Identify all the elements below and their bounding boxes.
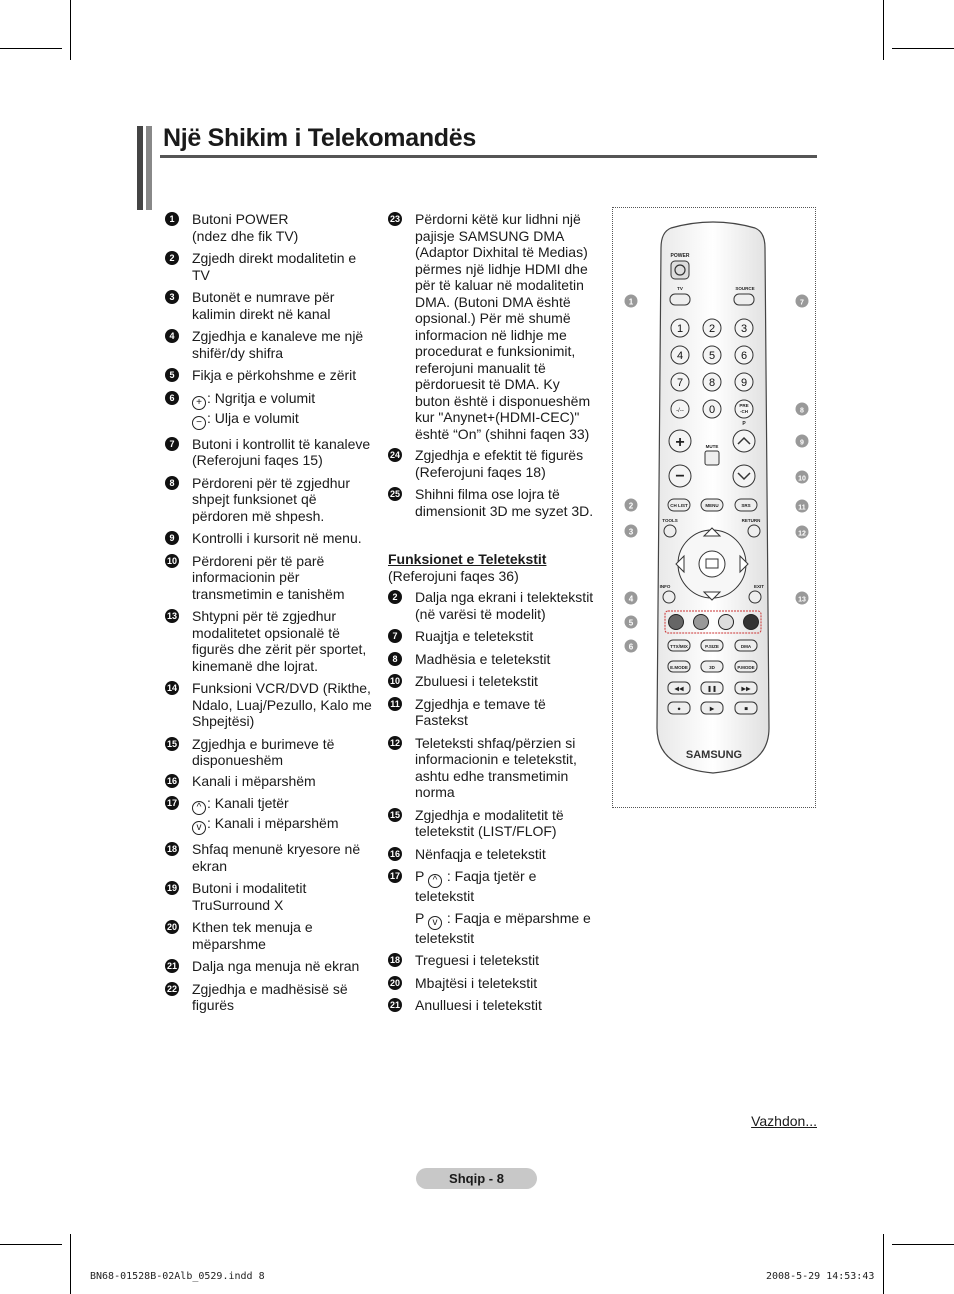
legend-item [388, 975, 598, 992]
digit-label: 1 [676, 323, 684, 335]
legend-item [388, 868, 598, 946]
channel-up-button [733, 430, 755, 452]
fast-forward-button-icon: ▶▶ [741, 686, 751, 693]
callout-number: 7 [388, 629, 402, 643]
digit-label: 4 [676, 350, 684, 362]
legend-text: Dalja nga menuja në ekran [192, 958, 360, 974]
legend-text: Butonët e numrave për kalimin direkt në kanal [192, 289, 335, 322]
legend-item [165, 328, 375, 361]
callout-number: 6 [628, 642, 634, 652]
teletext-ref: (Referojuni faqes 36) [388, 567, 519, 584]
continued-link[interactable]: Vazhdon... [751, 1113, 817, 1129]
source-button [734, 294, 754, 305]
ch-list-button-label: CH LIST [670, 503, 688, 508]
callout-number: 7 [800, 299, 804, 307]
return-label: RETURN [741, 518, 761, 523]
callout-number: 20 [166, 922, 177, 932]
legend-item [388, 696, 598, 729]
legend-text: Zgjedhja e temave të Fastekst [415, 695, 546, 728]
legend-item [165, 958, 375, 975]
legend-text: Funksioni VCR/DVD (Rikthe, Ndalo, Luaj/Pezullo, Kalo me Shpejtësi) [192, 680, 372, 729]
digit-label: 7 [676, 377, 684, 389]
legend-column-2 [388, 211, 598, 525]
legend-text [192, 390, 375, 430]
crop-mark [883, 0, 884, 60]
legend-text: Kthen tek menuja e mëparshme [192, 919, 313, 952]
ttx-mix-label: TTX/MIX [670, 644, 688, 649]
enter-button [699, 551, 725, 577]
callout-number: 9 [165, 531, 179, 545]
callout-number: 18 [389, 955, 400, 965]
callout-number: 16 [389, 848, 400, 859]
legend-line [192, 795, 375, 815]
legend-text: Zgjedhja e burimeve të disponueshëm [192, 735, 335, 768]
mute-label: MUTE [705, 444, 719, 449]
callout-number: 13 [166, 611, 177, 621]
legend-item [388, 673, 598, 690]
red-button [669, 615, 684, 630]
callout-number: 24 [389, 450, 400, 460]
legend-line [192, 410, 375, 430]
legend-item [165, 390, 375, 430]
callout-number: 2 [628, 501, 634, 511]
legend-text: Dalja nga ekrani i telektekstit (në varësi të modelit) [415, 589, 594, 622]
digit-label: 5 [708, 350, 716, 362]
crop-mark [0, 1244, 62, 1245]
legend-item [388, 952, 598, 969]
legend-text: Shtypni për të zgjedhur modalitetet opsionalë të figurës dhe zërit për sportet, kinemanë dhe lojrat. [192, 608, 367, 674]
legend-item [165, 680, 375, 730]
callout-number: 23 [389, 214, 400, 224]
legend-text: Zgjedhja e madhësisë së figurës [192, 980, 348, 1013]
legend-item [165, 367, 375, 384]
legend-item [165, 608, 375, 674]
legend-line-text: : Kanali i mëparshëm [207, 815, 339, 831]
legend-item [165, 919, 375, 952]
pre-ch-label: PRE [739, 403, 749, 408]
stop-button-icon: ■ [744, 706, 748, 713]
legend-item [388, 486, 598, 519]
legend-text: Madhësia e teletekstit [415, 650, 551, 667]
print-file-info: BN68-01528B-02Alb_0529.indd 8 [90, 1271, 265, 1282]
legend-item [388, 589, 598, 622]
callout-number: 2 [165, 251, 179, 265]
page-letter: P [415, 868, 428, 884]
callout-number: 25 [389, 489, 400, 499]
callout-number: 10 [166, 555, 177, 566]
crop-mark [892, 1244, 954, 1245]
digit-label: 8 [708, 377, 716, 389]
callout-number: 15 [389, 809, 400, 820]
legend-text: Zgjedhja e kanaleve me një shifër/dy shifra [192, 328, 364, 361]
legend-item [165, 736, 375, 769]
blue-button [744, 615, 759, 630]
callout-number: 9 [800, 439, 804, 447]
callout-number: 5 [628, 618, 634, 628]
legend-line-text: : Faqja e mëparshme e teletekstit [415, 909, 591, 946]
exit-button [749, 591, 761, 603]
pre-ch-label: -CH [740, 409, 748, 414]
tools-label: TOOLS [662, 518, 678, 523]
channel-down-button [733, 465, 755, 487]
legend-text: Treguesi i teletekstit [415, 952, 539, 968]
legend-item [165, 553, 375, 603]
legend-item [165, 211, 375, 244]
exit-label: EXIT [753, 584, 765, 589]
legend-item [165, 773, 375, 790]
mute-button [705, 451, 719, 465]
remote-illustration-frame [612, 207, 816, 808]
callout-number: 10 [389, 676, 400, 686]
minus-icon: − [192, 416, 206, 430]
legend-item [388, 997, 598, 1014]
p-mode-label: P.MODE [737, 665, 755, 670]
digit-label: 6 [740, 350, 748, 362]
srs-button-label: SRS [741, 503, 751, 508]
callout-number: 7 [165, 437, 179, 451]
chevron-down-icon: v [192, 821, 206, 835]
crop-mark [70, 1234, 71, 1294]
callout-number: 8 [388, 652, 402, 666]
rewind-button-icon: ◀◀ [674, 686, 684, 693]
legend-text: Kontrolli i kursorit në menu. [192, 530, 362, 546]
dma-label: DMA [740, 644, 752, 649]
dash-label: -/-- [676, 408, 684, 414]
legend-text [415, 868, 598, 946]
teletext-section [388, 551, 598, 1020]
play-button-icon: ▶ [709, 706, 715, 713]
legend-line-text: : Ulja e volumit [207, 409, 299, 426]
callout-number: 10 [798, 475, 806, 483]
callout-number: 17 [389, 871, 400, 881]
samsung-logo: SAMSUNG [685, 749, 743, 761]
callout-number: 22 [166, 983, 177, 994]
legend-item [165, 981, 375, 1014]
legend-item [388, 447, 598, 480]
legend-line [415, 910, 598, 947]
legend-text: Shihni filma ose lojra të dimensionit 3D me syzet 3D. [415, 486, 594, 519]
legend-text: Zgjedhja e efektit të figurës (Referojuni faqes 18) [415, 447, 584, 480]
record-button-icon: ● [677, 706, 681, 713]
callout-number: 5 [165, 368, 179, 382]
legend-column-1 [165, 211, 375, 1020]
legend-text: Përdorni këtë kur lidhni një pajisje SAMSUNG DMA (Adaptor Dixhital të Medias) përmes një lidhje HDMI dhe për të kaluar në modalitetin DMA. (Butoni DMA është opsional.) Për më shumë informacion në lidhje me procedurat e funksionimit, referojuni manualit të përdoruesit të DMA. Ky buton është i disponueshëm kur "Anynet+(HDMI-CEC)" është “On” (shihni faqen 33) [415, 211, 591, 442]
legend-text: Nënfaqja e teletekstit [415, 845, 546, 862]
plus-icon: + [675, 434, 685, 451]
legend-line-text: : Ngritja e volumit [207, 389, 316, 406]
page-letter: P [415, 909, 428, 926]
legend-item [165, 880, 375, 913]
teletext-heading: Funksionet e Teletekstit [388, 551, 547, 567]
legend-text: Teleteksti shfaq/përzien si informacionin e teletekstit, ashtu edhe transmetimin norma [415, 734, 577, 800]
digit-label: 0 [708, 404, 716, 416]
callout-number: 8 [165, 476, 179, 490]
title-accent-bar [146, 126, 152, 210]
callout-number: 16 [166, 775, 177, 786]
e-mode-label: E.MODE [670, 665, 688, 670]
3d-label: 3D [709, 665, 715, 670]
legend-item [388, 807, 598, 840]
callout-number: 12 [389, 737, 400, 748]
power-button [671, 261, 689, 279]
callout-number: 14 [166, 683, 177, 693]
callout-number: 18 [166, 844, 177, 854]
legend-item [388, 628, 598, 645]
legend-text: Fikja e përkohshme e zërit [192, 367, 357, 383]
callout-number: 1 [628, 297, 634, 307]
green-button [694, 615, 709, 630]
legend-line [192, 390, 375, 410]
legend-line-text: : Faqja tjetër e teletekstit [415, 868, 537, 904]
p-label: P [742, 421, 746, 427]
callout-number: 19 [166, 883, 177, 893]
chevron-up-icon: ^ [428, 874, 442, 888]
callout-number: 1 [165, 212, 179, 226]
callout-number: 20 [389, 977, 400, 988]
legend-text: Zgjedh direkt modalitetin e TV [192, 250, 357, 283]
legend-text: Butoni POWER (ndez dhe fik TV) [192, 211, 299, 244]
chevron-down-icon: v [428, 916, 442, 930]
callout-number: 12 [798, 530, 806, 538]
callout-number: 4 [165, 329, 179, 343]
crop-mark [70, 0, 71, 60]
legend-text: Shfaq menunë kryesore në ekran [192, 841, 361, 874]
info-button [663, 591, 675, 603]
legend-item [165, 530, 375, 547]
legend-text: Mbajtësi i teletekstit [415, 974, 538, 991]
callout-number: 21 [166, 961, 177, 971]
legend-line-text: : Kanali tjetër [207, 795, 289, 811]
callout-number: 17 [166, 798, 177, 808]
callout-number: 11 [798, 504, 806, 512]
page-title: Një Shikim i Telekomandës [163, 124, 476, 152]
legend-item [165, 475, 375, 525]
legend-text: Ruajtja e teletekstit [415, 628, 534, 644]
print-date-info: 2008-5-29 14:53:43 [766, 1271, 875, 1282]
page-number-badge: Shqip - 8 [416, 1168, 537, 1189]
callout-number: 3 [165, 290, 179, 304]
plus-icon: + [192, 396, 206, 410]
pause-button-icon: ❚❚ [706, 686, 718, 693]
legend-text: Butoni i modalitetit TruSurround X [192, 880, 307, 913]
legend-item [165, 795, 375, 835]
callout-number: 13 [798, 596, 806, 604]
callout-number: 21 [389, 1000, 400, 1010]
crop-mark [0, 48, 62, 49]
legend-text: Përdoreni për të zgjedhur shpejt funksionet që përdoren më shpesh. [192, 474, 350, 524]
title-accent-bar [137, 126, 143, 210]
callout-number: 3 [628, 527, 634, 537]
crop-mark [883, 1234, 884, 1294]
legend-item [388, 651, 598, 668]
legend-text: Anulluesi i teletekstit [415, 997, 542, 1013]
remote-illustration [613, 208, 815, 807]
digit-label: 2 [708, 323, 716, 335]
tools-button [664, 525, 676, 537]
chevron-up-icon: ^ [192, 801, 206, 815]
crop-mark [892, 48, 954, 49]
callout-number: 4 [628, 594, 634, 604]
minus-icon: − [675, 468, 685, 485]
legend-item [388, 846, 598, 863]
digit-label: 9 [740, 377, 748, 389]
p-size-label: P.SIZE [705, 644, 719, 649]
legend-item [388, 735, 598, 801]
legend-item [165, 841, 375, 874]
menu-button-label: MENU [705, 503, 719, 508]
return-button [748, 525, 760, 537]
legend-text: Butoni i kontrollit të kanaleve (Referojuni faqes 15) [192, 435, 371, 468]
legend-line [192, 815, 375, 835]
title-rule [160, 155, 817, 158]
legend-item [388, 211, 598, 442]
source-label: SOURCE [735, 286, 755, 291]
tv-label: TV [677, 286, 683, 291]
info-label: INFO [659, 584, 671, 589]
yellow-button [719, 615, 734, 630]
callout-number: 11 [388, 697, 402, 711]
tv-button [670, 294, 690, 305]
legend-text: Përdoreni për të parë informacionin për transmetimin e tanishëm [192, 552, 345, 602]
callout-number: 8 [800, 407, 804, 415]
legend-item [165, 289, 375, 322]
legend-text [192, 795, 375, 835]
power-label: POWER [670, 253, 690, 259]
teletext-list [388, 589, 598, 1014]
callout-number: 6 [165, 391, 179, 405]
legend-text: Zgjedhja e modalitetit të teletekstit (LIST/FLOF) [415, 806, 564, 839]
legend-text: Zbuluesi i teletekstit [415, 673, 538, 689]
callout-number: 15 [166, 738, 177, 749]
digit-label: 3 [740, 323, 748, 335]
legend-item [165, 436, 375, 469]
legend-line [415, 868, 598, 905]
legend-text: Kanali i mëparshëm [192, 772, 316, 789]
callout-number: 2 [388, 590, 402, 604]
legend-item [165, 250, 375, 283]
